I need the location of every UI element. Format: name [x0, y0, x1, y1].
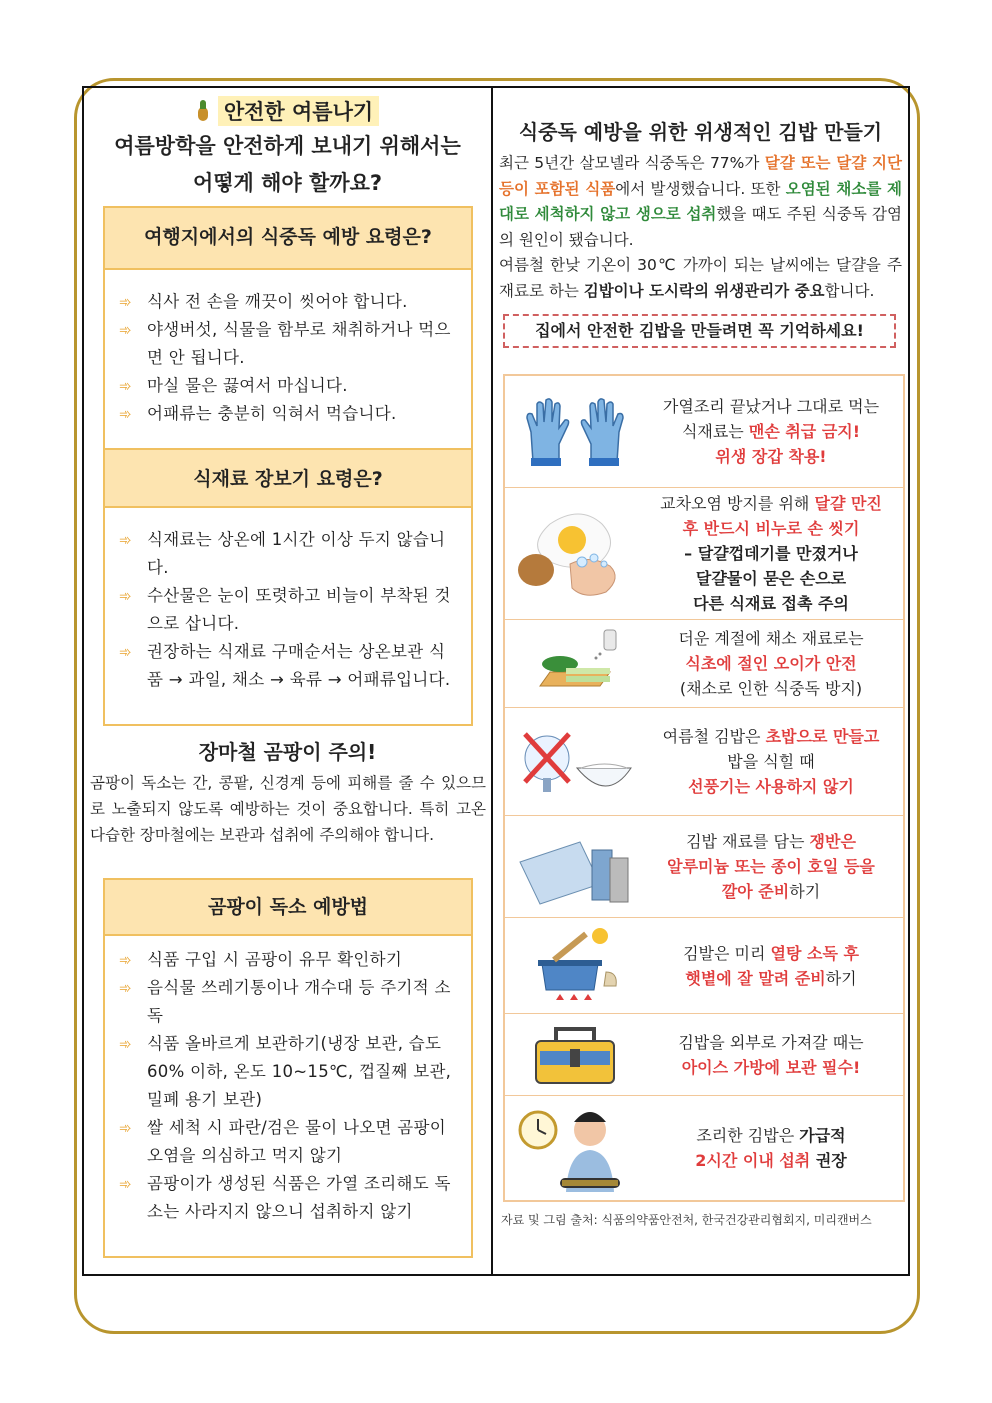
- kimbap-steps: [503, 374, 905, 1202]
- list-item-text: 어패류는 충분히 익혀서 먹습니다.: [147, 404, 397, 423]
- arrow-bullet-icon: ➾: [119, 293, 132, 311]
- list-item: [119, 400, 457, 428]
- step-line: – 달걀껍데기를 만졌거나: [684, 544, 858, 563]
- subtitle-line2: 어떻게 해야 할까요?: [192, 171, 383, 195]
- kimbap-step: [505, 620, 903, 708]
- step-text: [645, 491, 903, 616]
- step-text: [645, 941, 903, 991]
- callout-banner: 집에서 안전한 김밥을 만들려면 꼭 기억하세요!: [503, 314, 896, 348]
- step-line: 김발은 미리 열탕 소독 후: [683, 943, 859, 963]
- boil-mat-icon: [505, 920, 645, 1012]
- box-body: [105, 270, 471, 450]
- list-item: [119, 582, 457, 638]
- step-line: 식초에 절인 오이가 안전: [685, 654, 857, 673]
- box-body: [105, 508, 471, 724]
- source-credit: 자료 및 그림 출처: 식품의약품안전처, 한국건강관리협회지, 미리캔버스: [501, 1213, 872, 1227]
- arrow-bullet-icon: ➾: [119, 1119, 132, 1137]
- list-item: [119, 1170, 457, 1226]
- list-item: [119, 946, 457, 974]
- intro-text: 했을 때도 주된 식중독 감염의 원인이 됐습니다.: [499, 205, 902, 249]
- list-item-text: 야생버섯, 식물을 함부로 채취하거나 먹으면 안 됩니다.: [147, 320, 451, 367]
- list-item: [119, 372, 457, 400]
- no-fan-icon: [505, 720, 645, 804]
- cucumber-icon: [505, 624, 645, 704]
- kimbap-step: [505, 816, 903, 918]
- arrow-bullet-icon: ➾: [119, 979, 132, 997]
- step-text: [645, 1123, 903, 1173]
- intro-text: 여름철 한낮 기온이 30℃ 가까이 되는 날씨에는 달걀을 주재료로 하는: [499, 256, 902, 300]
- kimbap-step: [505, 1014, 903, 1096]
- arrow-bullet-icon: ➾: [119, 405, 132, 423]
- list-item-text: 식재료는 상온에 1시간 이상 두지 않습니다.: [147, 530, 446, 577]
- kimbap-title: 식중독 예방을 위한 위생적인 김밥 만들기: [518, 120, 883, 144]
- step-line: 더운 계절에 채소 재료로는: [678, 629, 864, 648]
- list-item-text: 수산물은 눈이 또렷하고 비늘이 부착된 것으로 삽니다.: [147, 586, 451, 633]
- intro-highlight-egg: 달걀 또는 달걀 지단 등이 포함된 식품: [499, 154, 902, 198]
- step-line: 후 반드시 비누로 손 씻기: [682, 519, 860, 538]
- step-line: 조리한 김밥은 가급적: [696, 1126, 846, 1145]
- list-item-text: 마실 물은 끓여서 마십니다.: [147, 376, 348, 395]
- box-heading: 여행지에서의 식중독 예방 요령은?: [105, 208, 471, 270]
- list-item-text: 식사 전 손을 깨끗이 씻어야 합니다.: [147, 292, 408, 311]
- list-item-text: 식품 구입 시 곰팡이 유무 확인하기: [147, 950, 403, 969]
- arrow-bullet-icon: ➾: [119, 951, 132, 969]
- intro-text: 합니다.: [824, 281, 875, 300]
- arrow-bullet-icon: ➾: [119, 321, 132, 339]
- list-item-text: 곰팡이가 생성된 식품은 가열 조리해도 독소는 사라지지 않으니 섭취하지 않기: [147, 1174, 451, 1221]
- mold-paragraph: 곰팡이 독소는 간, 콩팥, 신경계 등에 피해를 줄 수 있으므로 노출되지 않도록 예방하는 것이 중요합니다. 특히 고온 다습한 장마철에는 보관과 섭취에 주의해야 합니다.: [90, 774, 486, 844]
- arrow-bullet-icon: ➾: [119, 377, 132, 395]
- arrow-bullet-icon: ➾: [119, 531, 132, 549]
- step-line: 달걀물이 묻은 손으로: [695, 569, 847, 588]
- arrow-bullet-icon: ➾: [119, 587, 132, 605]
- list-item-text: 권장하는 식재료 구매순서는 상온보관 식품 → 과일, 채소 → 육류 → 어패류입니다.: [147, 642, 451, 689]
- step-line: 2시간 이내 섭취 권장: [695, 1151, 847, 1170]
- step-line: 햇볕에 잘 말려 준비하기: [685, 968, 857, 988]
- step-line: 여름철 김밥은 초밥으로 만들고: [662, 727, 880, 746]
- arrow-bullet-icon: ➾: [119, 1035, 132, 1053]
- kimbap-step: [505, 708, 903, 816]
- travel-food-poisoning-box: [103, 206, 473, 452]
- list-item-text: 음식물 쓰레기통이나 개수대 등 주기적 소독: [147, 978, 451, 1025]
- page-title: [196, 96, 379, 126]
- list-item: [119, 1030, 457, 1114]
- foil-tray-icon: [505, 822, 645, 912]
- step-text: [645, 394, 903, 469]
- mold-title: 장마철 곰팡이 주의!: [198, 740, 377, 764]
- step-line: 식재료는 맨손 취급 금지!: [681, 422, 861, 441]
- kimbap-step: [505, 1096, 903, 1200]
- kimbap-step: [505, 488, 903, 620]
- title-block: [84, 96, 491, 200]
- left-column: [84, 88, 493, 1274]
- list-item: [119, 316, 457, 372]
- list-item: [119, 288, 457, 316]
- kimbap-step: [505, 918, 903, 1014]
- step-line: 밥을 식힐 때: [727, 752, 815, 771]
- step-line: 위생 장갑 착용!: [715, 447, 827, 466]
- clock-boy-icon: [505, 1100, 645, 1196]
- step-line: 알루미늄 또는 종이 호일 등을: [667, 857, 875, 876]
- kimbap-intro: [493, 145, 908, 304]
- step-line: 다른 식재료 접촉 주의: [693, 594, 849, 613]
- page-title-text: 안전한 여름나기: [218, 96, 379, 126]
- step-text: [645, 829, 903, 904]
- right-column: [493, 88, 908, 1274]
- list-item: [119, 1114, 457, 1170]
- step-line: (채소로 인한 식중독 방지): [679, 679, 863, 698]
- step-text: [645, 1030, 903, 1080]
- arrow-bullet-icon: ➾: [119, 643, 132, 661]
- step-text: [645, 626, 903, 701]
- ice-bag-icon: [505, 1019, 645, 1091]
- list-item-text: 쌀 세척 시 파란/검은 물이 나오면 곰팡이 오염을 의심하고 먹지 않기: [147, 1118, 446, 1165]
- box-heading: 식재료 장보기 요령은?: [105, 448, 471, 508]
- arrow-bullet-icon: ➾: [119, 1175, 132, 1193]
- egg-handwash-icon: [505, 504, 645, 604]
- step-line: 가열조리 끝났거나 그대로 먹는: [662, 397, 880, 416]
- intro-text: 에서 발생했습니다. 또한: [615, 179, 786, 198]
- step-line: 김밥을 외부로 가져갈 때는: [678, 1032, 864, 1052]
- list-item: [119, 638, 457, 694]
- step-line: 교차오염 방지를 위해 달걀 만진: [660, 494, 882, 513]
- box-heading: 곰팡이 독소 예방법: [105, 880, 471, 936]
- subtitle-line1: 여름방학을 안전하게 보내기 위해서는: [114, 134, 461, 158]
- gloves-icon: [505, 392, 645, 472]
- content-table: [82, 86, 910, 1276]
- intro-highlight-veg: 오염된 채소를 제대로 세척하지 않고 생으로 섭취: [499, 179, 902, 223]
- list-item: [119, 526, 457, 582]
- kimbap-step: [505, 376, 903, 488]
- step-line: 김밥 재료를 담는 쟁반은: [686, 832, 856, 851]
- box-body: [105, 936, 471, 1256]
- step-line: 아이스 가방에 보관 필수!: [681, 1057, 861, 1077]
- step-line: 선풍기는 사용하지 않기: [688, 777, 854, 796]
- mold-prevention-box: [103, 878, 473, 1258]
- grocery-shopping-box: [103, 448, 473, 726]
- list-item-text: 식품 올바르게 보관하기(냉장 보관, 습도 60% 이하, 온도 10~15℃, 껍질째 보관, 밀폐 용기 보관): [147, 1034, 452, 1109]
- list-item: [119, 974, 457, 1030]
- intro-text: 최근 5년간 살모넬라 식중독은 77%가: [499, 154, 765, 172]
- step-line: 깔아 준비하기: [721, 882, 821, 901]
- step-text: [645, 724, 903, 799]
- pineapple-icon: [196, 100, 210, 122]
- intro-highlight-hygiene: 김밥이나 도시락의 위생관리가 중요: [583, 281, 825, 300]
